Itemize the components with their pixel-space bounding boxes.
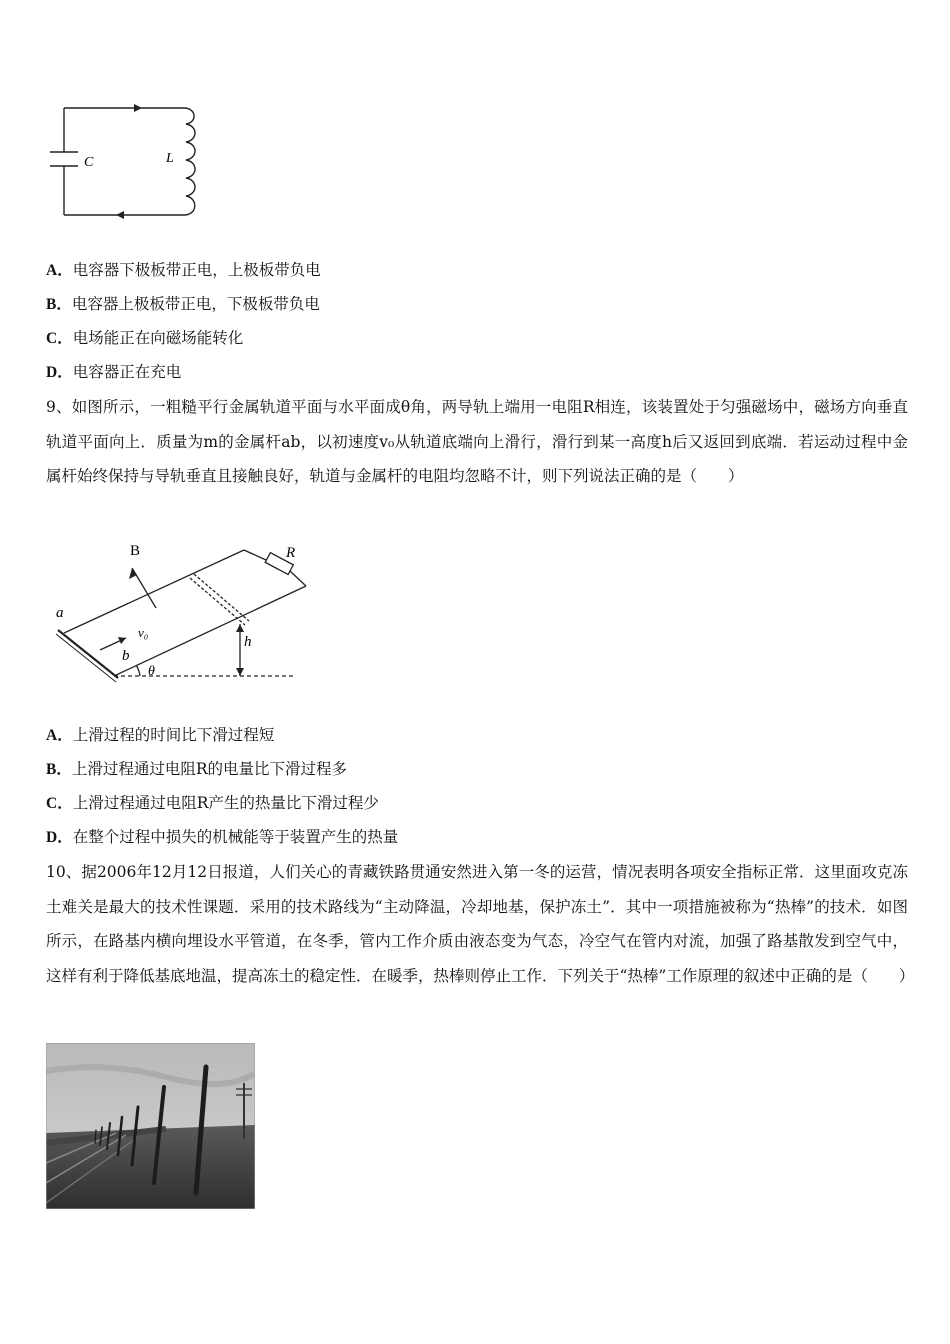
q10-stem: 10、据2006年12月12日报道，人们关心的青藏铁路贯通安然进入第一冬的运营，情况表明各项安全指标正常．这里面攻克冻土难关是最大的技术性课题．采用的技术路线为“主动降温，冷却地基，保护冻土”．其中一项措施被称为“热棒”的技术．如图所示，在路基内横向埋设水平管道，在冬季，管内工作介质由液态变为气态，冷空气在管内对流，加强了路基散发到空气中，这样有利于降低基底地温，提高冻土的稳定性．在暖季，热棒则停止工作．下列关于“热棒”工作原理的叙述中正确的是（ ） bbox=[46, 863, 915, 985]
q9-option-b: B．上滑过程通过电阻R的电量比下滑过程多 bbox=[46, 760, 348, 778]
railway-heat-pipe-photo bbox=[46, 1043, 255, 1209]
lc-circuit-figure bbox=[44, 100, 214, 225]
capacitor-label: C bbox=[84, 155, 94, 170]
current-arrow-bottom bbox=[116, 211, 124, 219]
q9-option-d: D．在整个过程中损失的机械能等于装置产生的热量 bbox=[46, 828, 399, 846]
q8-option-a: A．电容器下极板带正电，上极板带负电 bbox=[46, 261, 321, 279]
label-a: a bbox=[56, 605, 64, 621]
label-h: h bbox=[244, 634, 252, 650]
q9-option-c: C．上滑过程通过电阻R产生的热量比下滑过程少 bbox=[46, 794, 379, 812]
label-theta: θ bbox=[148, 664, 155, 679]
q8-option-c: C．电场能正在向磁场能转化 bbox=[46, 329, 244, 347]
q9-option-a: A．上滑过程的时间比下滑过程短 bbox=[46, 726, 275, 744]
q8-option-b: B．电容器上极板带正电，下极板带负电 bbox=[46, 295, 320, 313]
q8-option-d: D．电容器正在充电 bbox=[46, 363, 182, 381]
label-v0: v₀ bbox=[138, 625, 149, 640]
label-r: R bbox=[286, 545, 296, 561]
label-b-rod: b bbox=[122, 648, 130, 664]
label-b-field: B bbox=[130, 543, 141, 559]
current-arrow-top bbox=[134, 104, 142, 112]
inductor-label: L bbox=[166, 151, 174, 166]
q9-stem: 9、如图所示，一粗糙平行金属轨道平面与水平面成θ角，两导轨上端用一电阻R相连，该装置处于匀强磁场中，磁场方向垂直轨道平面向上．质量为m的金属杆ab，以初速度v₀从轨道底端向上滑行，滑行到某一高度h后又返回到底端．若运动过程中金属杆始终保持与导轨垂直且接触良好，轨道与金属杆的电阻均忽略不计，则下列说法正确的是（ ） bbox=[46, 398, 908, 485]
inclined-rail-figure bbox=[44, 538, 314, 686]
